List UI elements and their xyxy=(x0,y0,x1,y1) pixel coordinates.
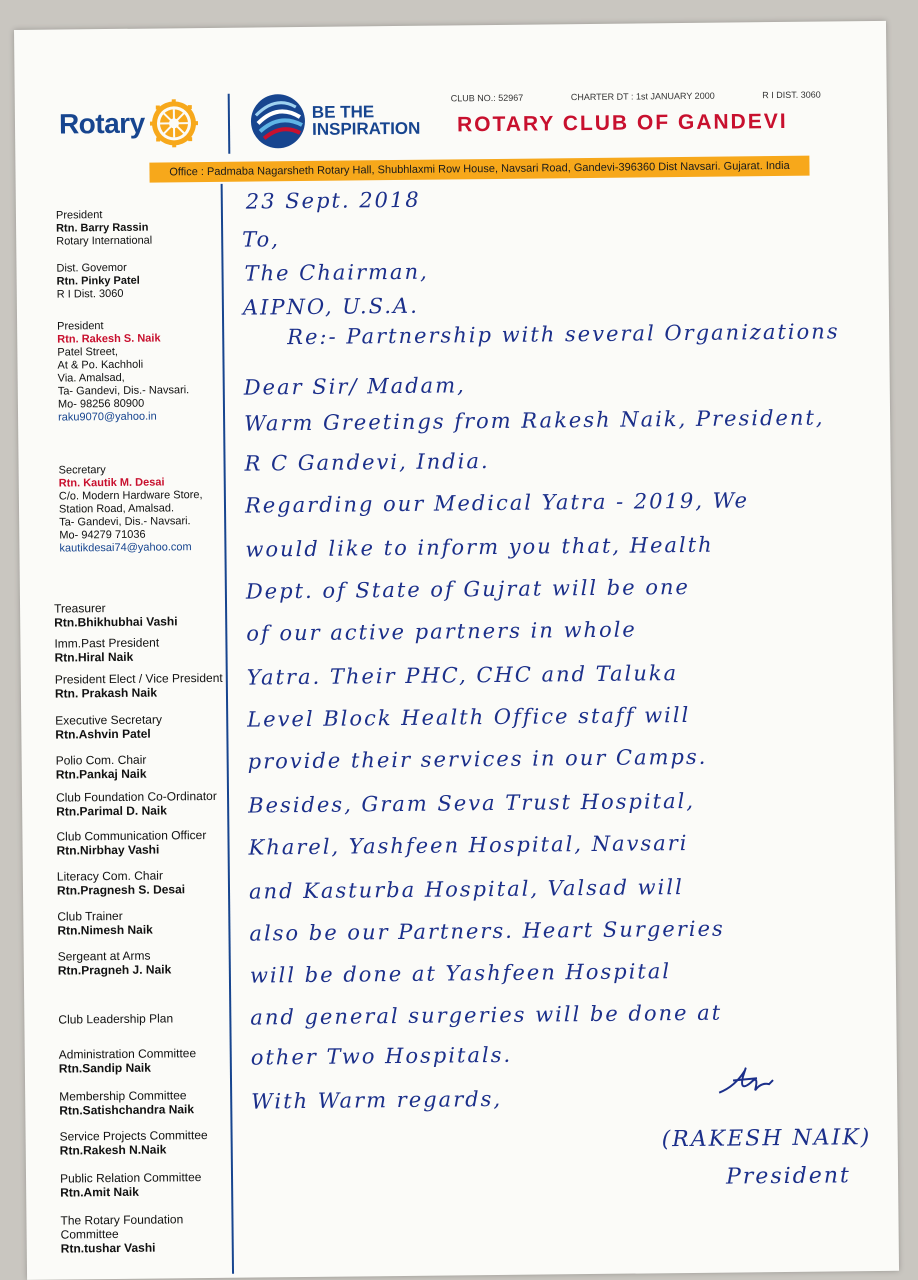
committee-role: Public Relation Committee xyxy=(59,1170,202,1186)
letter-line: of our active partners in whole xyxy=(246,617,637,646)
officer-name: Rtn.Pragnesh S. Desai xyxy=(56,882,186,898)
letter-line: other Two Hospitals. xyxy=(250,1042,513,1070)
letter-line: and Kasturba Hospital, Valsad will xyxy=(248,875,684,904)
officer-name: Rtn.Nirbhay Vashi xyxy=(56,842,160,858)
letter-line: Besides, Gram Seva Trust Hospital, xyxy=(248,788,696,818)
letter-line: Regarding our Medical Yatra - 2019, We xyxy=(244,488,750,518)
letter-line: AIPNO, U.S.A. xyxy=(242,293,419,320)
officer-role: Literacy Com. Chair xyxy=(56,868,163,884)
committee-item xyxy=(60,1128,208,1158)
committee-role: The Rotary Foundation Committee xyxy=(60,1212,184,1242)
committee-item xyxy=(59,1088,194,1117)
officer-name: Rtn.Ashvin Patel xyxy=(55,726,151,742)
role-label: Secretary xyxy=(58,464,106,477)
sidebar xyxy=(14,28,224,1256)
officer-item xyxy=(55,712,162,741)
address-line: Ta- Gandevi, Dis.- Navsari. xyxy=(59,515,191,529)
committee-item xyxy=(60,1212,236,1256)
officer-item xyxy=(54,600,178,629)
governor-block xyxy=(56,262,140,302)
officer-item xyxy=(57,909,153,938)
president-block xyxy=(57,319,190,424)
letter-line: also be our Partners. Heart Surgeries xyxy=(249,916,725,946)
officer-item xyxy=(54,636,159,665)
signoff-title: President xyxy=(725,1163,851,1190)
president-name: Rtn. Rakesh S. Naik xyxy=(57,332,161,346)
committee-role: Membership Committee xyxy=(59,1088,187,1104)
letter-line: provide their services in our Camps. xyxy=(247,744,708,774)
officer-name: Rtn.Pragneh J. Naik xyxy=(57,962,172,978)
officer-role: President Elect / Vice President xyxy=(54,670,223,687)
sidebar-divider xyxy=(221,184,234,1274)
letter-line: would like to inform you that, Health xyxy=(245,532,714,562)
club-name: ROTARY CLUB OF GANDEVI xyxy=(456,109,788,137)
officer-role: Polio Com. Chair xyxy=(55,752,147,768)
officer-name: Rtn.Pankaj Naik xyxy=(55,766,147,782)
address-line: Ta- Gandevi, Dis.- Navsari. xyxy=(57,384,190,398)
letter-line: The Chairman, xyxy=(244,259,429,286)
office-address-bar: Office : Padmaba Nagarsheth Rotary Hall, Shubhlaxmi Row House, Navsari Road, Gandevi-396360 Dist Navsari. Gujarat. India xyxy=(149,156,809,183)
address-line: Patel Street, xyxy=(57,345,118,359)
phone-number: Mo- 98256 80900 xyxy=(57,397,145,411)
committee-item xyxy=(59,1046,197,1075)
header-divider xyxy=(228,94,231,154)
committee-name: Rtn.Rakesh N.Naik xyxy=(59,1142,167,1158)
role-label: Dist. Govemor xyxy=(56,261,127,275)
letterhead-page xyxy=(14,21,899,1280)
officer-name: Rtn.Parimal D. Naik xyxy=(56,803,167,819)
tagline-line-2: INSPIRATION xyxy=(311,118,421,139)
tagline-line-1: BE THE xyxy=(311,102,375,122)
rotary-wheel-icon xyxy=(148,98,199,149)
officer-role: Club Foundation Co-Ordinator xyxy=(55,788,217,805)
committee-name: Rtn.Amit Naik xyxy=(60,1184,139,1200)
officer-item xyxy=(55,671,223,701)
committee-name: Rtn.Satishchandra Naik xyxy=(59,1102,195,1118)
letter-line: Warm Greetings from Rakesh Naik, President, xyxy=(244,405,825,436)
address-line: At & Po. Kachholi xyxy=(57,358,144,372)
officer-role: Sergeant at Arms xyxy=(57,948,151,964)
officer-name: Rtn.Bhikhubhai Vashi xyxy=(54,614,178,630)
officer-name: Rtn. Prakash Naik xyxy=(54,685,158,701)
be-the-inspiration-logo xyxy=(248,90,421,152)
officer-item xyxy=(57,868,185,897)
phone-number: Mo- 94279 71036 xyxy=(59,528,146,542)
officer-name: Rtn.Hiral Naik xyxy=(54,649,134,665)
email-address: kautikdesai74@yahoo.com xyxy=(59,541,192,555)
rotary-wordmark: Rotary xyxy=(58,107,145,140)
letter-line: Kharel, Yashfeen Hospital, Navsari xyxy=(248,830,689,860)
officer-role: Executive Secretary xyxy=(55,712,163,728)
letter-line: will be done at Yashfeen Hospital xyxy=(249,959,672,988)
officer-item xyxy=(58,948,172,977)
officer-role: Club Communication Officer xyxy=(56,828,207,844)
district-label: R I Dist. 3060 xyxy=(56,287,124,301)
committee-item xyxy=(60,1170,202,1199)
signoff-name: (RAKESH NAIK) xyxy=(661,1125,872,1153)
secretary-name: Rtn. Kautik M. Desai xyxy=(58,476,165,490)
officer-item xyxy=(56,753,147,782)
committee-name: Rtn.tushar Vashi xyxy=(60,1240,156,1256)
club-meta xyxy=(451,90,821,104)
letter-line: Level Block Health Office staff will xyxy=(247,702,691,732)
governor-name: Rtn. Pinky Patel xyxy=(56,274,140,288)
letter-subject: Re:- Partnership with several Organizations xyxy=(287,319,840,350)
ri-president-block xyxy=(56,209,152,249)
committee-role: Service Projects Committee xyxy=(59,1128,208,1144)
letter-date: 23 Sept. 2018 xyxy=(245,187,421,214)
officer-item xyxy=(56,789,217,819)
club-number: CLUB NO.: 52967 xyxy=(450,92,524,104)
committee-name: Rtn.Sandip Naik xyxy=(58,1060,151,1076)
secretary-block xyxy=(59,463,204,555)
letter-line: and general surgeries will be done at xyxy=(250,1000,723,1030)
leadership-heading: Club Leadership Plan xyxy=(58,1011,174,1027)
charter-date: CHARTER DT : 1st JANUARY 2000 xyxy=(570,90,715,103)
address-line: Station Road, Amalsad. xyxy=(58,502,175,516)
ri-district: R I DIST. 3060 xyxy=(762,89,821,101)
officer-item xyxy=(56,828,206,858)
role-label: President xyxy=(55,209,103,222)
officer-role: Club Trainer xyxy=(57,908,123,924)
signature-mark xyxy=(715,1062,785,1103)
letter-closing: With Warm regards, xyxy=(251,1086,503,1114)
letter-salutation: Dear Sir/ Madam, xyxy=(243,373,466,400)
letter-line: To, xyxy=(242,227,281,252)
role-label: President xyxy=(57,320,104,333)
letter-line: Yatra. Their PHC, CHC and Taluka xyxy=(246,661,679,690)
org-label: Rotary International xyxy=(56,234,153,248)
officer-role: Treasurer xyxy=(53,601,106,616)
email-address: raku9070@yahoo.in xyxy=(57,410,157,424)
letter-line: Dept. of State of Gujrat will be one xyxy=(245,574,690,604)
letter-line: R C Gandevi, India. xyxy=(244,449,490,476)
rotary-logo xyxy=(59,98,199,149)
officer-name: Rtn.Nimesh Naik xyxy=(57,922,153,938)
theme-swirl-icon xyxy=(248,91,309,152)
officer-role: Imm.Past President xyxy=(54,635,160,651)
address-line: Via. Amalsad, xyxy=(57,371,125,385)
ri-president-name: Rtn. Barry Rassin xyxy=(56,221,149,235)
committee-role: Administration Committee xyxy=(58,1046,197,1062)
address-line: C/o. Modern Hardware Store, xyxy=(58,489,203,503)
